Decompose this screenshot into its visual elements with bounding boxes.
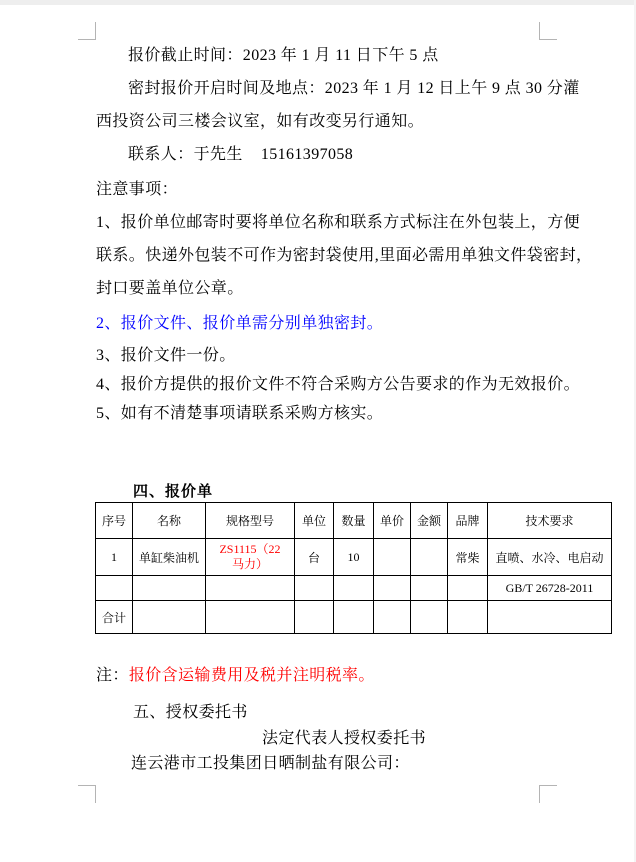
quote-section-heading: 四、报价单 <box>133 484 214 500</box>
cell-model-text: ZS1115（22 马力） <box>219 542 281 571</box>
cell-qty: 10 <box>334 539 374 576</box>
cell-brand: 常柴 <box>448 539 488 576</box>
crop-mark-bottom-right <box>539 785 557 803</box>
header-amount: 金额 <box>411 503 448 539</box>
cell-seq-2 <box>96 576 133 601</box>
quote-table-standard-row <box>96 576 612 601</box>
cell-total-name <box>133 601 206 634</box>
page-top-edge <box>0 0 636 5</box>
cell-total-unit <box>295 601 334 634</box>
cell-amount-2 <box>411 576 448 601</box>
cell-tech: 直喷、水冷、电启动 <box>488 539 612 576</box>
cell-price <box>374 539 411 576</box>
header-price: 单价 <box>374 503 411 539</box>
cell-name-2 <box>133 576 206 601</box>
cell-amount <box>411 539 448 576</box>
header-name: 名称 <box>133 503 206 539</box>
contact-phone: 15161397058 <box>260 146 354 163</box>
notes-title: 注意事项： <box>96 181 179 198</box>
cell-total-tech <box>488 601 612 634</box>
header-qty: 数量 <box>334 503 374 539</box>
price-note-prefix: 注： <box>96 667 129 684</box>
cell-model-2 <box>206 576 295 601</box>
cell-seq: 1 <box>96 539 133 576</box>
quote-table <box>95 502 612 634</box>
header-brand: 品牌 <box>448 503 488 539</box>
cell-brand-2 <box>448 576 488 601</box>
cell-total-model <box>206 601 295 634</box>
cell-unit-2 <box>295 576 334 601</box>
price-note-text: 报价含运输费用及税并注明税率。 <box>128 667 375 684</box>
contact-line <box>128 145 353 165</box>
header-unit: 单位 <box>295 503 334 539</box>
authorization-subtitle: 法定代表人授权委托书 <box>262 730 427 747</box>
cell-total-label: 合计 <box>96 601 133 634</box>
header-seq: 序号 <box>96 503 133 539</box>
authorization-heading: 五、授权委托书 <box>133 704 248 721</box>
note-1-line-1: 1、报价单位邮寄时要将单位名称和联系方式标注在外包装上，方便 <box>96 214 581 231</box>
header-tech: 技术要求 <box>488 503 612 539</box>
opening-time-line-2: 西投资公司三楼会议室，如有改变另行通知。 <box>96 113 425 130</box>
cell-price-2 <box>374 576 411 601</box>
cell-total-amount <box>411 601 448 634</box>
note-2: 2、报价文件、报价单需分别单独密封。 <box>96 315 384 332</box>
authorization-company: 连云港市工投集团日晒制盐有限公司： <box>131 755 410 772</box>
cell-total-qty <box>334 601 374 634</box>
cell-total-price <box>374 601 411 634</box>
crop-mark-bottom-left <box>78 785 96 803</box>
note-4: 4、报价方提供的报价文件不符合采购方公告要求的作为无效报价。 <box>96 376 581 393</box>
cell-total-brand <box>448 601 488 634</box>
quote-table-item-row <box>96 539 612 576</box>
opening-time-line-1: 密封报价开启时间及地点：2023 年 1 月 12 日上午 9 点 30 分灌 <box>128 80 580 97</box>
note-3: 3、报价文件一份。 <box>96 347 236 364</box>
deadline-line: 报价截止时间：2023 年 1 月 11 日下午 5 点 <box>128 47 439 64</box>
note-1-line-3: 封口要盖单位公章。 <box>96 280 244 297</box>
quote-table-header-row <box>96 503 612 539</box>
crop-mark-top-left <box>78 22 96 40</box>
cell-qty-2 <box>334 576 374 601</box>
cell-model <box>206 539 295 576</box>
cell-name: 单缸柴油机 <box>133 539 206 576</box>
crop-mark-top-right <box>539 22 557 40</box>
note-5: 5、如有不清楚事项请联系采购方核实。 <box>96 405 384 422</box>
cell-unit: 台 <box>295 539 334 576</box>
contact-label: 联系人：于先生 <box>128 146 243 163</box>
cell-tech-standard: GB/T 26728-2011 <box>488 576 612 601</box>
quote-table-total-row <box>96 601 612 634</box>
header-model: 规格型号 <box>206 503 295 539</box>
price-note-line <box>96 666 375 686</box>
note-1-line-2: 联系。快递外包装不可作为密封袋使用,里面必需用单独文件袋密封， <box>96 247 593 264</box>
